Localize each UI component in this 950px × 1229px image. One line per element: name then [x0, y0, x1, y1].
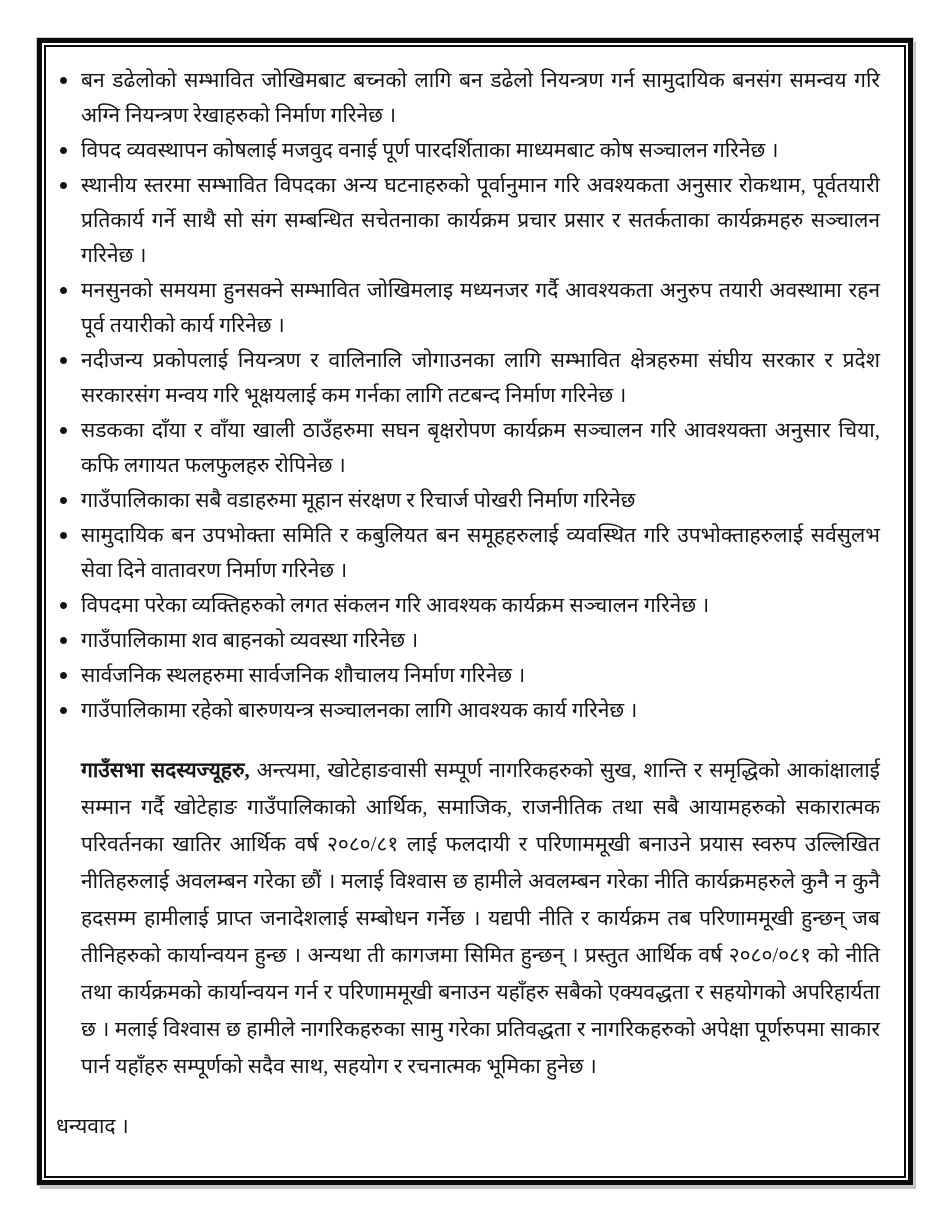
bullet-text: सामुदायिक बन उपभोक्ता समिति र कबुलियत बन समूहहरुलाई व्यवस्थित गरि उपभोक्ताहरुलाई सर्वसुलभ सेवा दिने वातावरण निर्माण गरिनेछ ।	[81, 523, 880, 582]
bullet-icon	[60, 637, 67, 644]
bullet-text: नदीजन्य प्रकोपलाई नियन्त्रण र वालिनालि जोगाउनका लागि सम्भावित क्षेत्रहरुमा संघीय सरकार र प्रदेश सरकारसंग मन्वय गरि भूक्षयलाई कम गर्नका लागि तटबन्द निर्माण गरिनेछ ।	[81, 348, 880, 407]
list-item	[56, 518, 880, 588]
bullet-text: गाउँपालिकामा रहेको बारुणयन्त्र सञ्चालनका लागि आवश्यक कार्य गरिनेछ ।	[81, 698, 638, 722]
page-frame	[37, 38, 913, 1185]
bullet-text: मनसुनको समयमा हुनसक्ने सम्भावित जोखिमलाइ मध्यनजर गर्दै आवश्यकता अनुरुप तयारी अवस्थामा रहन पूर्व तयारीको कार्य गरिनेछ ।	[81, 278, 880, 337]
closing-body: अन्त्यमा, खोटेहाङवासी सम्पूर्ण नागरिकहरुको सुख, शान्ति र समृद्धिको आकांक्षालाई सम्मान गर्दै खोटेहाङ गाउँपालिकाको आर्थिक, समाजिक, राजनीतिक तथा सबै आयामहरुको सकारात्मक परिवर्तनका खातिर आर्थिक वर्ष २०८०/८१ लाई फलदायी र परिणाममूखी बनाउने प्रयास स्वरुप उल्लिखित नीतिहरुलाई अवलम्बन गरेका छौं । मलाई विश्वास छ हामीले अवलम्बन गरेका नीति कार्यक्रमहरुले कुनै न कुनै हदसम्म हामीलाई प्राप्त जनादेशलाई सम्बोधन गर्नेछ । यद्यपी नीति र कार्यक्रम तब परिणाममूखी हुन्छन् जब तीनिहरुको कार्यान्वयन हुन्छ । अन्यथा ती कागजमा सिमित हुन्छन् । प्रस्तुत आर्थिक वर्ष २०८०/०८१ को नीति तथा कार्यक्रमको कार्यान्वयन गर्न र परिणाममूखी बनाउन यहाँहरु सबैको एक्यवद्धता र सहयोगको अपरिहार्यता छ । मलाई विश्वास छ हामीले नागरिकहरुका सामु गरेका प्रतिवद्धता र नागरिकहरुको अपेक्षा पूर्णरुपमा साकार पार्न यहाँहरु सम्पूर्णको सदैव साथ, सहयोग र रचनात्मक भूमिका हुनेछ ।	[81, 758, 880, 1078]
list-item	[56, 658, 880, 693]
list-item	[56, 693, 880, 728]
bullet-text: विपद व्यवस्थापन कोषलाई मजवुद वनाई पूर्ण पारदर्शिताका माध्यमबाट कोष सञ्चालन गरिनेछ ।	[81, 138, 779, 162]
bullet-text: स्थानीय स्तरमा सम्भावित विपदका अन्य घटनाहरुको पूर्वानुमान गरि अवश्यकता अनुसार रोकथाम, पूर्वतयारी प्रतिकार्य गर्ने साथै सो संग सम्बन्धित सचेतनाका कार्यक्रम प्रचार प्रसार र सतर्कताका कार्यक्रमहरु सञ्चालन गरिनेछ ।	[81, 173, 880, 267]
bullet-list	[56, 63, 880, 728]
list-item	[56, 623, 880, 658]
closing-paragraph	[81, 752, 880, 1085]
page-content	[44, 45, 906, 1178]
bullet-icon	[60, 182, 67, 189]
bullet-text: सडकका दाँया र वाँया खाली ठाउँहरुमा सघन बृक्षरोपण कार्यक्रम सञ्चालन गरि आवश्यक्ता अनुसार चिया, कफि लगायत फलफुलहरु रोपिनेछ ।	[81, 418, 880, 477]
bullet-text: विपदमा परेका व्यक्तिहरुको लगत संकलन गरि आवश्यक कार्यक्रम सञ्चालन गरिनेछ ।	[81, 593, 710, 617]
bullet-text: गाउँपालिकामा शव बाहनको व्यवस्था गरिनेछ ।	[81, 628, 419, 652]
list-item	[56, 168, 880, 273]
list-item	[56, 343, 880, 413]
list-item	[56, 413, 880, 483]
bullet-icon	[60, 672, 67, 679]
closing-lead: गाउँसभा सदस्यज्यूहरु,	[81, 758, 250, 782]
thanks-text: धन्यवाद ।	[56, 1114, 129, 1138]
bullet-icon	[60, 147, 67, 154]
list-item	[56, 588, 880, 623]
bullet-icon	[60, 497, 67, 504]
bullet-icon	[60, 357, 67, 364]
bullet-icon	[60, 427, 67, 434]
bullet-icon	[60, 287, 67, 294]
bullet-icon	[60, 532, 67, 539]
bullet-icon	[60, 77, 67, 84]
bullet-icon	[60, 707, 67, 714]
list-item	[56, 133, 880, 168]
list-item	[56, 483, 880, 518]
list-item	[56, 63, 880, 133]
bullet-icon	[60, 602, 67, 609]
bullet-text: सार्वजनिक स्थलहरुमा सार्वजनिक शौचालय निर्माण गरिनेछ ।	[81, 663, 526, 687]
bullet-text: बन डढेलोको सम्भावित जोखिमबाट बच्नको लागि बन डढेलो नियन्त्रण गर्न सामुदायिक बनसंग समन्वय गरि अग्नि नियन्त्रण रेखाहरुको निर्माण गरिनेछ ।	[81, 68, 880, 127]
list-item	[56, 273, 880, 343]
bullet-text: गाउँपालिकाका सबै वडाहरुमा मूहान संरक्षण र रिचार्ज पोखरी निर्माण गरिनेछ	[81, 488, 636, 512]
